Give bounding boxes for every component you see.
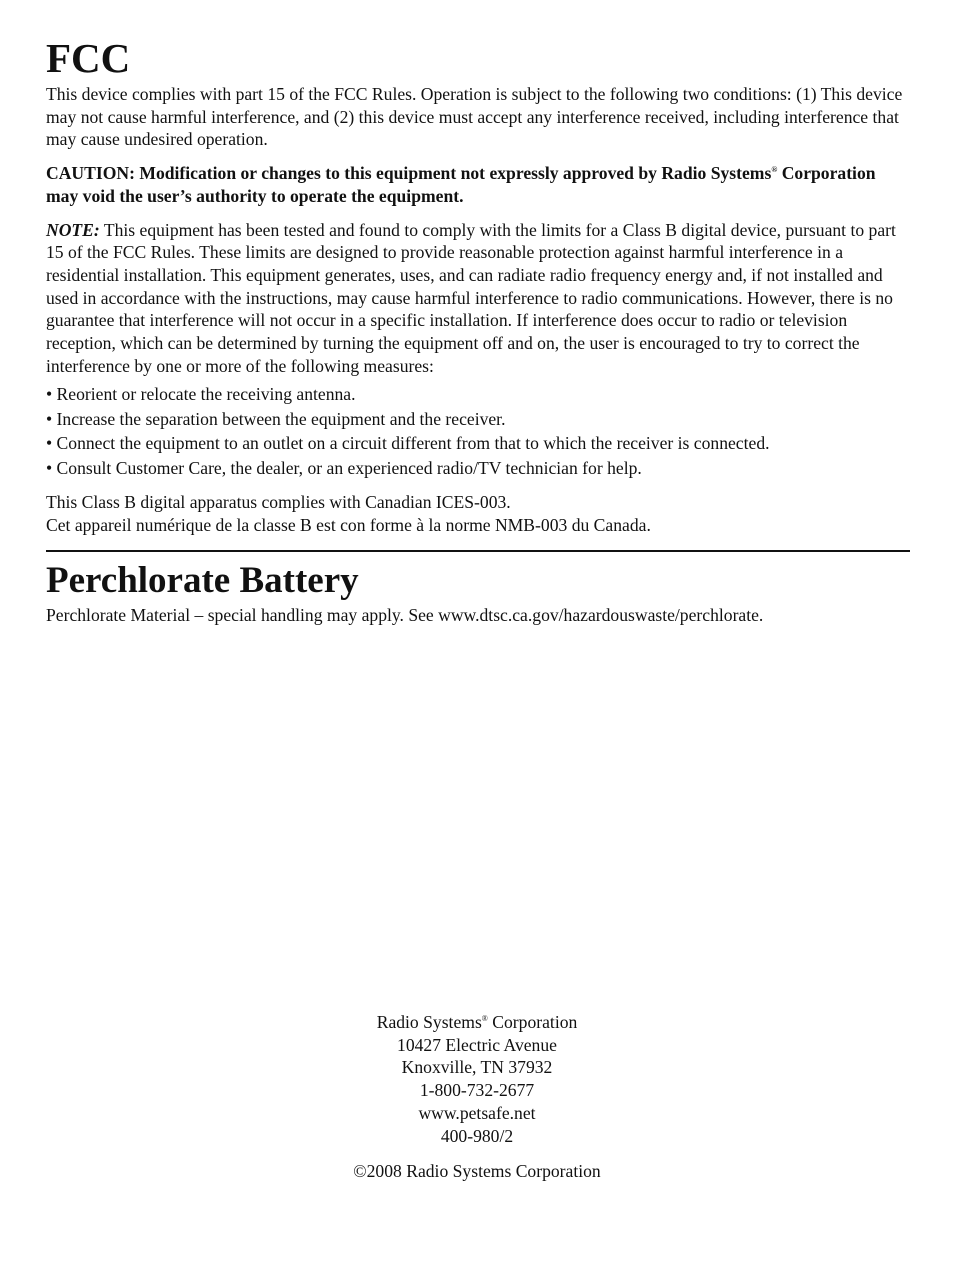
website: www.petsafe.net xyxy=(418,1102,536,1123)
measures-list xyxy=(46,382,910,480)
company-name-text: Radio Systems xyxy=(376,1012,482,1032)
note-label: NOTE: xyxy=(46,219,100,240)
company-name xyxy=(0,1011,954,1034)
company-name-suffix: Corporation xyxy=(487,1012,578,1032)
registered-mark: ® xyxy=(481,1014,488,1023)
document-page xyxy=(46,35,910,627)
ices-statement-en: This Class B digital apparatus complies with Canadian ICES-003. xyxy=(46,492,511,513)
part-number: 400-980/2 xyxy=(440,1125,514,1146)
phone-number: 1-800-732-2677 xyxy=(419,1080,535,1101)
perchlorate-heading: Perchlorate Battery xyxy=(46,559,359,601)
company-address-block xyxy=(0,1011,954,1183)
perchlorate-text: Perchlorate Material – special handling may apply. See www.dtsc.ca.gov/hazardouswaste/perchlorate. xyxy=(46,604,764,625)
copyright-notice: ©2008 Radio Systems Corporation xyxy=(353,1161,601,1182)
street-address: 10427 Electric Avenue xyxy=(397,1034,557,1055)
fcc-intro-paragraph: This device complies with part 15 of the FCC Rules. Operation is subject to the following two conditions: (1) This device may not cause harmful interference, and (2) this device must accept any interference received, including interference that may cause undesired operation. xyxy=(46,84,903,150)
city-state-zip: Knoxville, TN 37932 xyxy=(401,1057,553,1078)
note-paragraph xyxy=(46,219,910,378)
note-text: This equipment has been tested and found to comply with the limits for a Class B digital device, pursuant to part 15 of the FCC Rules. These limits are designed to provide reasonable protection against harmful interference in a residential installation. This equipment generates, uses, and can radiate radio frequency energy and, if not installed and used in accordance with the instructions, may cause harmful interference to radio communications. However, there is no guarantee that interference will not occur in a specific installation. If interference does occur to radio or television reception, which can be determined by turning the equipment off and on, the user is encouraged to try to correct the interference by one or more of the following measures: xyxy=(46,219,896,376)
caution-text-end: Corporation may void the user’s authority to operate the equipment. xyxy=(46,163,876,206)
fcc-heading: FCC xyxy=(46,35,131,81)
section-divider xyxy=(46,550,910,552)
list-item: • Increase the separation between the equipment and the receiver. xyxy=(46,408,506,429)
caution-text-start: CAUTION: Modification or changes to this equipment not expressly approved by Radio Systems xyxy=(46,163,772,184)
list-item: • Consult Customer Care, the dealer, or an experienced radio/TV technician for help. xyxy=(46,457,642,478)
list-item: • Connect the equipment to an outlet on a circuit different from that to which the receiver is connected. xyxy=(46,433,770,454)
ices-statement-fr: Cet appareil numérique de la classe B est con forme à la norme NMB-003 du Canada. xyxy=(46,515,651,536)
registered-mark: ® xyxy=(771,165,778,175)
list-item: • Reorient or relocate the receiving antenna. xyxy=(46,384,356,405)
fcc-section xyxy=(46,35,910,537)
perchlorate-section xyxy=(46,559,910,627)
caution-paragraph xyxy=(46,162,910,207)
